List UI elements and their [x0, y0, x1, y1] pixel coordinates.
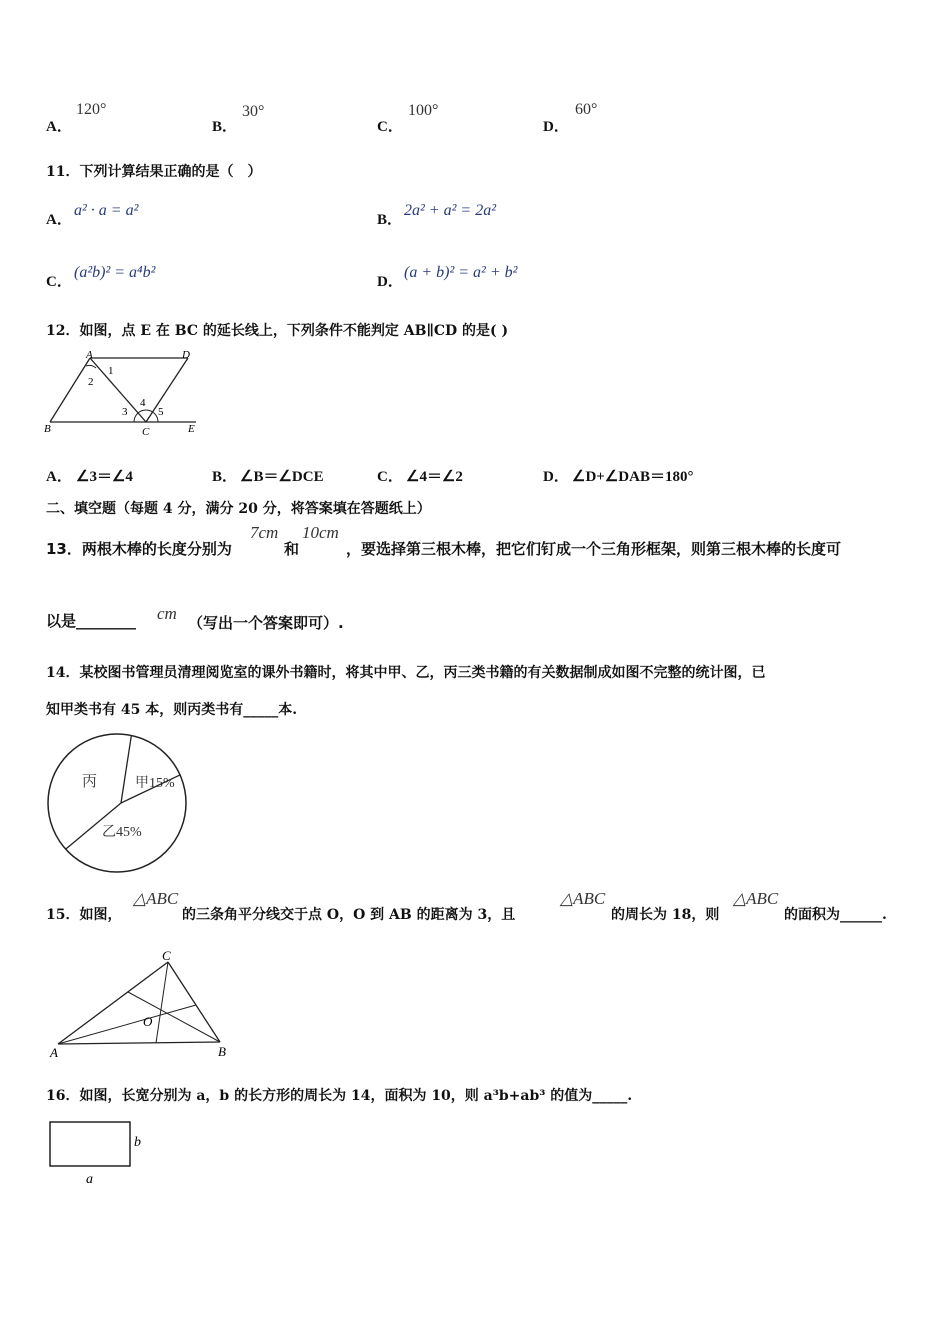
q16-stem: 16．如图，长宽分别为 a，b 的长方形的周长为 14，面积为 10，则 a³b+ab³ 的值为_____.	[46, 1088, 633, 1104]
q16-rectangle-figure	[44, 1116, 154, 1188]
q11-option-c-value: (a²b)² = a⁴b²	[74, 264, 156, 281]
q15-part1: 15．如图，	[46, 907, 122, 923]
q15-triangle-figure	[44, 944, 244, 1062]
q12-angle-4: 4	[140, 397, 146, 409]
q10-option-c-label: C．	[377, 119, 403, 135]
q10-option-d-value: 60°	[575, 101, 598, 118]
q14-line2: 知甲类书有 45 本，则丙类书有_____本.	[46, 702, 298, 718]
pie-label-bing: 丙	[82, 774, 98, 790]
q12-point-d: D	[182, 349, 190, 361]
q12-angle-2: 2	[88, 376, 94, 388]
q11-option-b-value: 2a² + a² = 2a²	[404, 202, 496, 219]
q15-part4: 的面积为______.	[784, 907, 887, 923]
q12-point-b: B	[44, 423, 51, 435]
q14-line1: 14．某校图书管理员清理阅览室的课外书籍时，将其中甲、乙，丙三类书籍的有关数据制成如图不完整的统计图，已	[46, 665, 766, 681]
q15-triangle-2: △ABC	[560, 889, 606, 908]
q10-option-d-label: D．	[543, 119, 569, 135]
q11-option-d-label: D．	[377, 274, 403, 290]
q10-option-a-label: A．	[46, 119, 72, 135]
section-2-title: 二、填空题（每题 4 分，满分 20 分，将答案填在答题纸上）	[46, 501, 431, 517]
q15-triangle-1: △ABC	[133, 889, 179, 908]
q12-option-d-value: ∠D+∠DAB＝180°	[572, 469, 694, 485]
q11-stem: 11．下列计算结果正确的是（ ）	[46, 164, 262, 180]
q15-part2: 的三条角平分线交于点 O，O 到 AB 的距离为 3，且	[182, 907, 516, 923]
q15-point-o: O	[143, 1014, 153, 1029]
q13-length-1: 7cm	[250, 523, 279, 542]
pie-outline	[48, 734, 186, 872]
q15-part3: 的周长为 18，则	[611, 907, 720, 923]
q12-option-c-label: C．	[377, 469, 403, 485]
pie-label-jia: 甲15%	[135, 776, 175, 791]
q15-point-a: A	[50, 1045, 58, 1060]
q12-angle-3: 3	[122, 406, 128, 418]
q11-option-d-value: (a + b)² = a² + b²	[404, 264, 518, 281]
q12-point-c: C	[142, 426, 150, 438]
q12-option-c-value: ∠4＝∠2	[406, 469, 463, 485]
q11-option-b-label: B．	[377, 212, 403, 228]
q14-pie-chart	[40, 724, 196, 880]
q10-option-c-value: 100°	[408, 102, 439, 119]
q11-option-a-value: a² · a = a²	[74, 202, 139, 219]
pie-slice-boundary-甲	[121, 736, 131, 803]
q13-unit: cm	[157, 604, 177, 623]
q13-and: 和	[284, 540, 300, 558]
q16-side-a: a	[86, 1172, 93, 1187]
q15-point-c: C	[162, 948, 171, 963]
q12-point-e: E	[188, 423, 195, 435]
q13-part2: ，要选择第三根木棒，把它们钉成一个三角形框架，则第三根木棒的长度可	[346, 540, 842, 558]
q12-angle-1: 1	[108, 365, 114, 377]
pie-label-yi: 乙45%	[102, 825, 142, 840]
q15-point-b: B	[218, 1044, 226, 1059]
q11-option-a-label: A．	[46, 212, 72, 228]
q13-line2-start: 以是________	[46, 612, 137, 630]
q11-option-c-label: C．	[46, 274, 72, 290]
q15-triangle-3: △ABC	[733, 889, 779, 908]
q13-line2-end: （写出一个答案即可）.	[188, 614, 344, 632]
q10-option-a-value: 120°	[76, 101, 107, 118]
q13-part1: 13．两根木棒的长度分别为	[46, 540, 232, 558]
q10-option-b-label: B．	[212, 119, 238, 135]
q16-side-b: b	[134, 1135, 141, 1150]
q12-option-b-label: B．	[212, 469, 238, 485]
q12-option-a-value: ∠3＝∠4	[76, 469, 133, 485]
q12-option-d-label: D．	[543, 469, 569, 485]
q12-parallelogram-figure	[40, 346, 210, 438]
q12-stem: 12．如图，点 E 在 BC 的延长线上，下列条件不能判定 AB∥CD 的是( )	[46, 323, 509, 339]
q12-point-a: A	[86, 349, 93, 361]
q12-option-a-label: A．	[46, 469, 72, 485]
q12-option-b-value: ∠B＝∠DCE	[240, 469, 324, 485]
q12-angle-5: 5	[158, 406, 164, 418]
q10-option-b-value: 30°	[242, 103, 265, 120]
q13-length-2: 10cm	[302, 523, 339, 542]
